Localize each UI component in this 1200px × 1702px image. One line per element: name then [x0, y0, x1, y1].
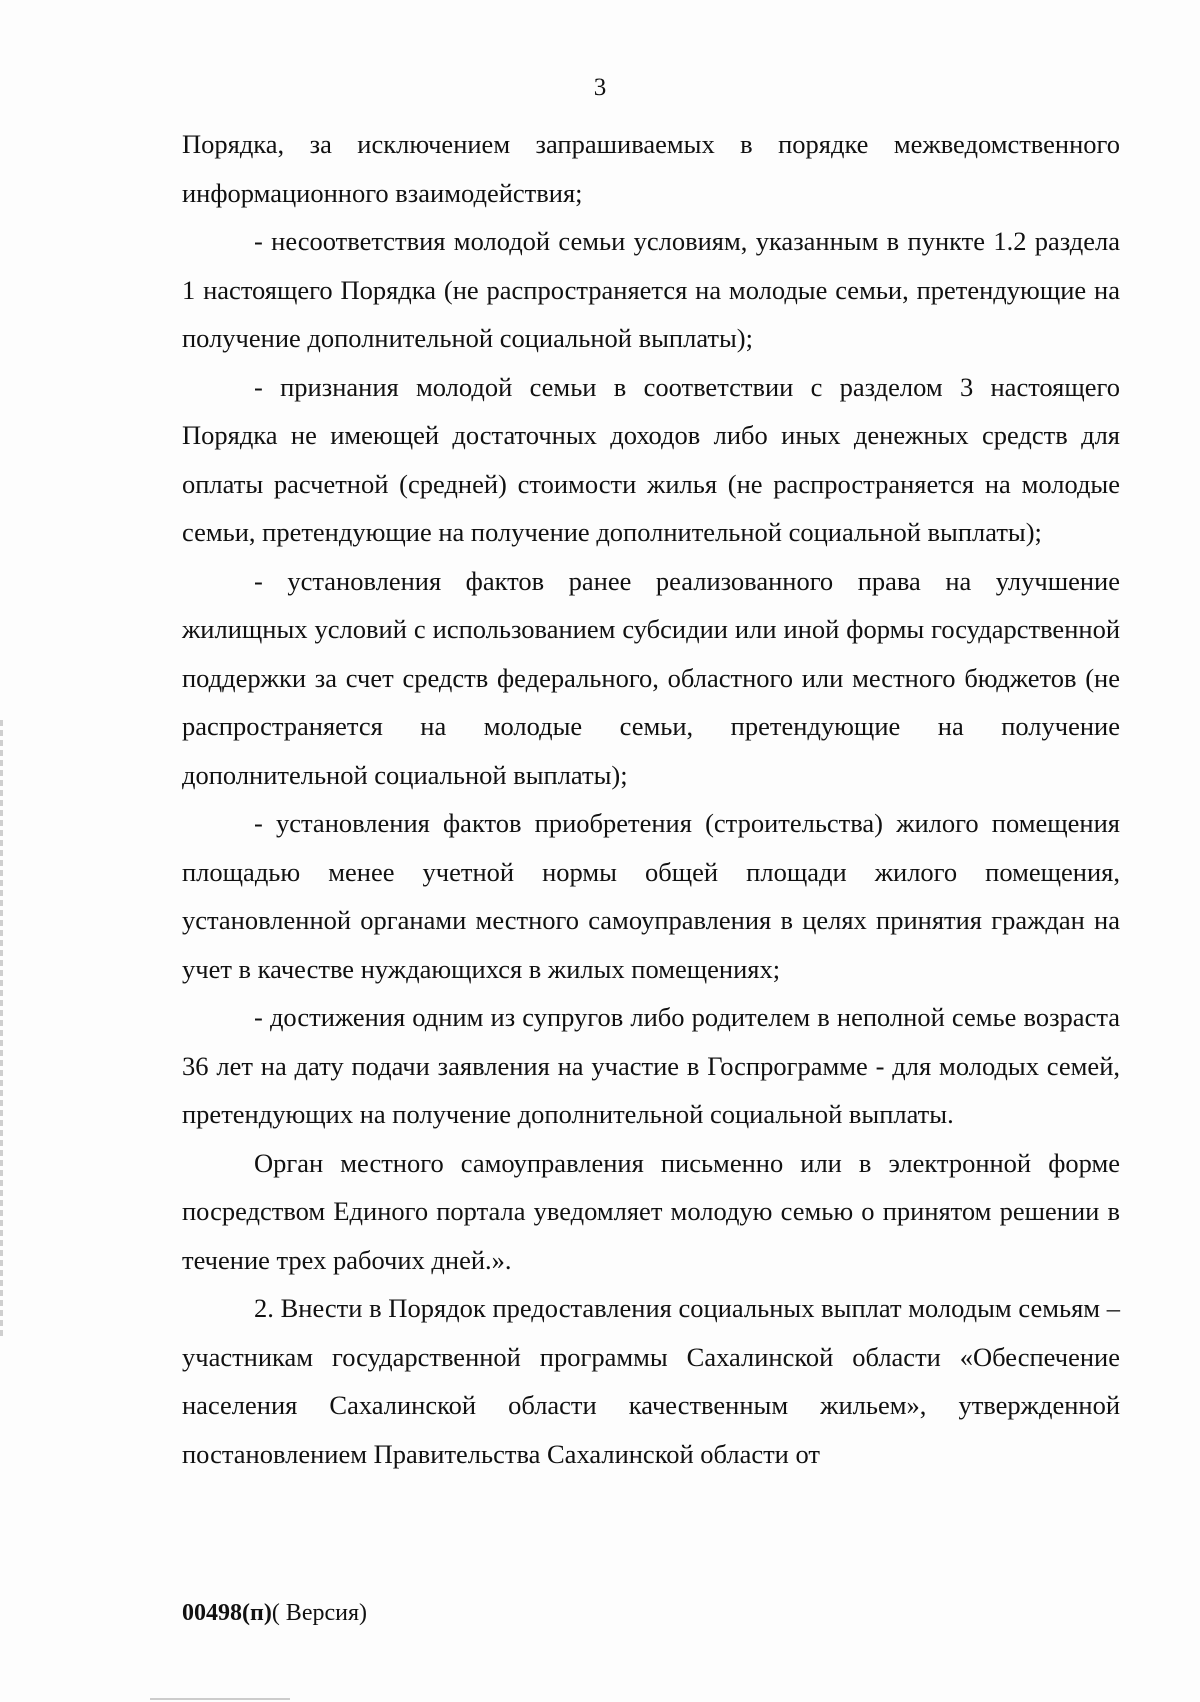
paragraph-item-insufficient-income: - признания молодой семьи в соответствии с разделом 3 настоящего Порядка не имеющей достаточных доходов либо иных денежных средств для оплаты расчетной (средней) стоимости жилья (не распространяется на молодые семьи, претендующие на получение дополнительной социальной выплаты); — [182, 371, 1120, 547]
paragraph-item-noncompliance: - несоответствия молодой семьи условиям, указанным в пункте 1.2 раздела 1 настоящего Порядка (не распространяется на молодые семьи, претендующие на получение дополнительной социальной выплаты); — [182, 226, 1120, 353]
document-footer — [182, 1600, 367, 1627]
page-number: 3 — [593, 74, 607, 101]
document-code: 00498(п) — [182, 1600, 272, 1626]
document-version: ( Версия) — [271, 1600, 367, 1626]
paragraph-notification: Орган местного самоуправления письменно или в электронной форме посредством Единого портала уведомляет молодую семью о принятом решении в течение трех рабочих дней.». — [182, 1147, 1120, 1275]
body-text — [182, 120, 1120, 1478]
paragraph-amendment: 2. Внести в Порядок предоставления социальных выплат молодым семьям – участникам государственной программы Сахалинской области «Обеспечение населения Сахалинской области качественным жильем», утвержденной постановлением Правительства Сахалинской области от — [182, 1293, 1120, 1469]
scan-edge-artifact — [0, 720, 3, 1340]
paragraph-continuation: Порядка, за исключением запрашиваемых в порядке межведомственного информационного взаимодействия; — [182, 129, 1120, 208]
paragraph-item-age-limit: - достижения одним из супругов либо родителем в неполной семье возраста 36 лет на дату подачи заявления на участие в Госпрограмме - для молодых семей, претендующих на получение дополнительной социальной выплаты. — [182, 1002, 1120, 1129]
paragraph-item-acquisition: - установления фактов приобретения (строительства) жилого помещения площадью менее учетной нормы общей площади жилого помещения, установленной органами местного самоуправления в целях принятия граждан на учет в качестве нуждающихся в жилых помещениях; — [182, 808, 1120, 984]
paragraph-item-previous-right: - установления фактов ранее реализованного права на улучшение жилищных условий с использованием субсидии или иной формы государственной поддержки за счет средств федерального, областного или местного бюджетов (не распространяется на молодые семьи, претендующие на получение дополнительной социальной выплаты); — [182, 565, 1120, 790]
scan-bottom-artifact — [150, 1698, 290, 1700]
